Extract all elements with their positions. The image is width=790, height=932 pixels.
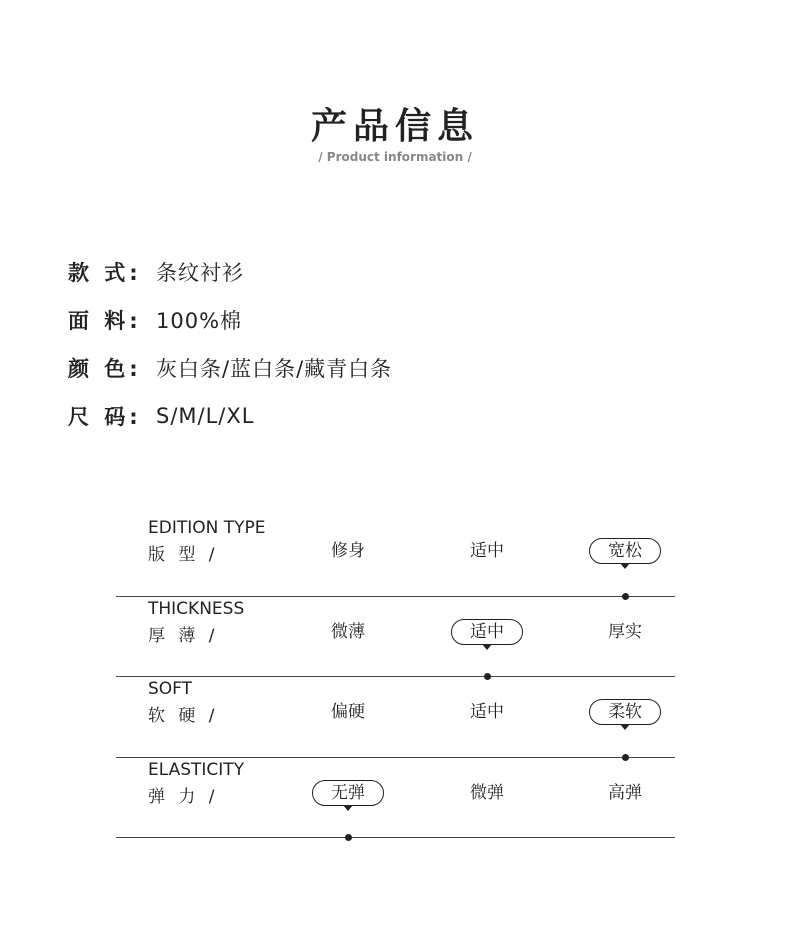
info-label: 面 料: xyxy=(68,309,142,333)
pointer-triangle-icon xyxy=(620,563,630,569)
attribute-option-selected: 适中 xyxy=(470,621,504,642)
attribute-option: 修身 xyxy=(331,541,365,561)
attribute-name-en: THICKNESS xyxy=(148,598,245,619)
attribute-option: 适中 xyxy=(470,702,504,722)
attribute-option-selected: 宽松 xyxy=(608,541,642,561)
attribute-option: 高弹 xyxy=(608,782,642,803)
attribute-option: 微薄 xyxy=(331,621,365,642)
selection-pill xyxy=(312,780,384,806)
page-title: 产品信息 xyxy=(310,106,479,147)
info-value: S/M/L/XL xyxy=(156,404,255,428)
page-subtitle: / Product information / xyxy=(318,150,472,164)
info-row-fabric xyxy=(68,296,392,344)
selection-pill xyxy=(589,699,661,725)
attribute-scales xyxy=(116,516,675,838)
info-value: 灰白条/蓝白条/藏青白条 xyxy=(156,357,393,381)
attribute-name-en: EDITION TYPE xyxy=(148,518,266,538)
attribute-option: 微弹 xyxy=(470,782,504,803)
attribute-name-zh: 弹 力 / xyxy=(148,786,219,807)
info-label: 尺 码: xyxy=(68,405,142,429)
attribute-name-en: SOFT xyxy=(148,679,193,699)
attribute-option: 厚实 xyxy=(608,621,642,642)
attribute-row xyxy=(116,516,675,597)
attribute-option: 适中 xyxy=(470,541,504,561)
attribute-row xyxy=(116,597,675,678)
pointer-triangle-icon xyxy=(620,724,630,730)
product-info-list xyxy=(68,248,392,440)
attribute-row xyxy=(116,677,675,758)
attribute-row xyxy=(116,758,675,839)
pointer-triangle-icon xyxy=(482,644,492,650)
selection-pill xyxy=(589,538,661,564)
attribute-name-zh: 厚 薄 / xyxy=(148,625,219,646)
info-value: 条纹衬衫 xyxy=(156,261,244,285)
scale-marker-dot xyxy=(345,834,352,841)
info-row-size xyxy=(68,392,392,440)
info-label: 款 式: xyxy=(68,261,142,285)
attribute-name-zh: 版 型 / xyxy=(148,545,219,565)
attribute-option-selected: 无弹 xyxy=(331,782,365,803)
info-value: 100%棉 xyxy=(156,309,243,333)
pointer-triangle-icon xyxy=(343,805,353,811)
selection-pill xyxy=(451,619,523,645)
info-label: 颜 色: xyxy=(68,357,142,381)
scale-line xyxy=(116,837,675,838)
attribute-name-en: ELASTICITY xyxy=(148,759,245,780)
info-row-color xyxy=(68,344,392,392)
info-row-style xyxy=(68,248,392,296)
attribute-option: 偏硬 xyxy=(331,702,365,722)
attribute-name-zh: 软 硬 / xyxy=(148,706,219,726)
attribute-option-selected: 柔软 xyxy=(608,702,642,722)
